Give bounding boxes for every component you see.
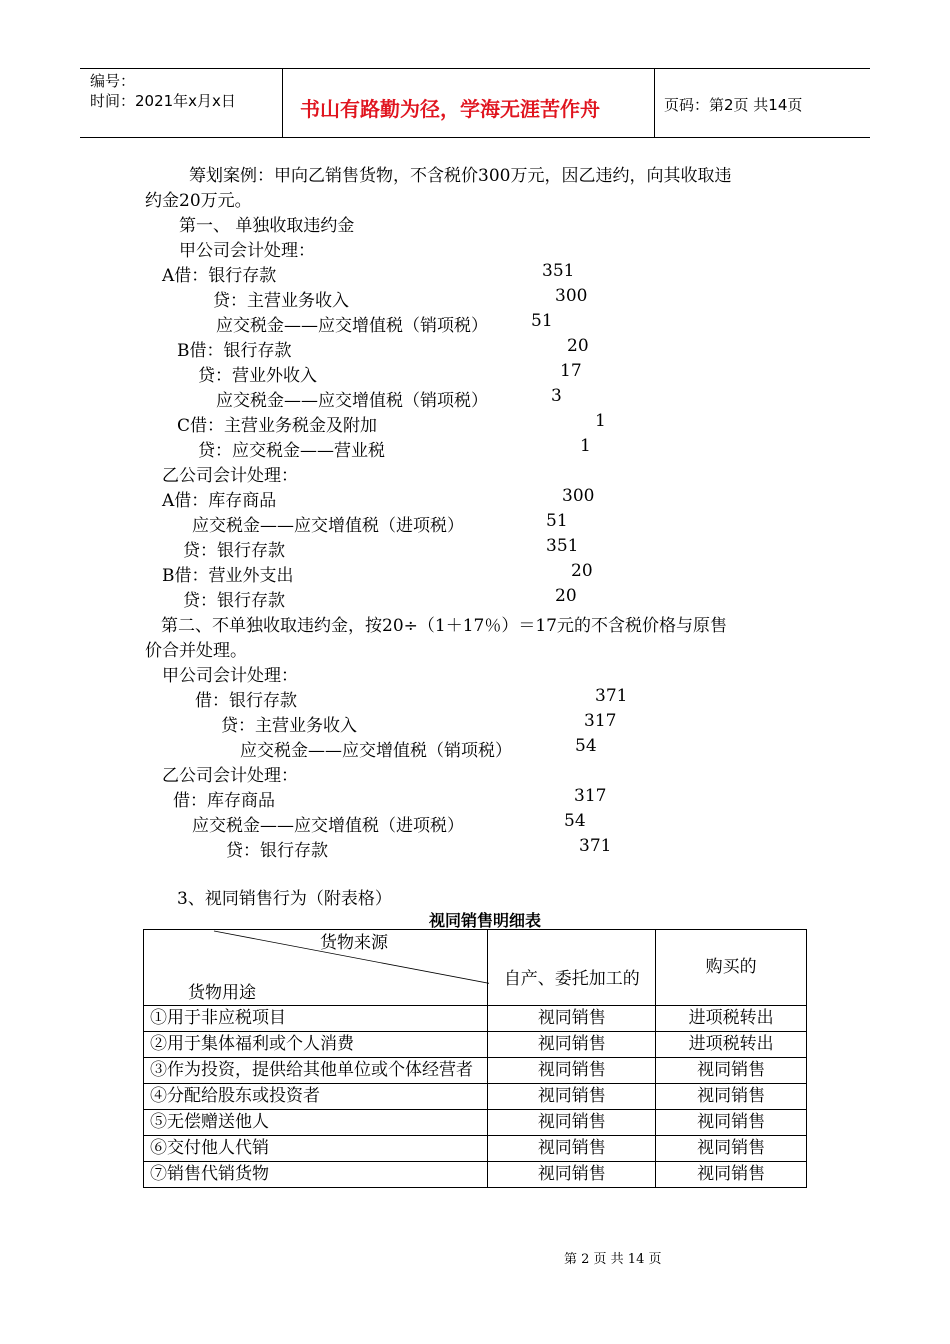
table-row bbox=[144, 1032, 807, 1058]
section1-title: 第一、 单独收取违约金 bbox=[179, 216, 355, 236]
entry-label: A借：银行存款 bbox=[162, 266, 277, 286]
entry-label: 应交税金——应交增值税（销项税） bbox=[240, 741, 512, 761]
entry-amount: 54 bbox=[564, 811, 586, 831]
table-corner-cell bbox=[144, 930, 488, 1006]
row-self: 视同销售 bbox=[488, 1110, 656, 1136]
entry-label: A借：库存商品 bbox=[162, 491, 277, 511]
intro-line-2: 约金20万元。 bbox=[145, 191, 252, 211]
page-footer: 第 2 页 共 14 页 bbox=[564, 1252, 662, 1267]
row-self: 视同销售 bbox=[488, 1006, 656, 1032]
entry-amount: 300 bbox=[555, 286, 588, 306]
section1-jia: 甲公司会计处理： bbox=[179, 241, 315, 261]
intro-line-1: 筹划案例：甲向乙销售货物，不含税价300万元，因乙违约，向其收取违 bbox=[189, 166, 732, 186]
row-bought: 视同销售 bbox=[656, 1110, 807, 1136]
entry-amount: 371 bbox=[579, 836, 612, 856]
header-number: 编号： bbox=[90, 72, 136, 90]
row-use: ③作为投资，提供给其他单位或个体经营者 bbox=[144, 1058, 488, 1084]
entry-label: 贷：银行存款 bbox=[183, 541, 285, 561]
entry-amount: 317 bbox=[574, 786, 607, 806]
entry-label: 贷：应交税金——营业税 bbox=[198, 441, 385, 461]
section2-line-1: 第二、不单独收取违约金，按20÷（1＋17％）＝17元的不含税价格与原售 bbox=[161, 616, 727, 636]
header-divider bbox=[654, 69, 655, 137]
entry-label: 贷：主营业务收入 bbox=[213, 291, 349, 311]
table-row bbox=[144, 1084, 807, 1110]
entry-label: 贷：营业外收入 bbox=[198, 366, 317, 386]
header-divider bbox=[282, 69, 283, 137]
row-bought: 进项税转出 bbox=[656, 1006, 807, 1032]
row-bought: 视同销售 bbox=[656, 1084, 807, 1110]
row-use: ①用于非应税项目 bbox=[144, 1006, 488, 1032]
row-use: ⑥交付他人代销 bbox=[144, 1136, 488, 1162]
entry-label: 借：库存商品 bbox=[173, 791, 275, 811]
section1-yi: 乙公司会计处理： bbox=[162, 466, 298, 486]
entry-label: 借：银行存款 bbox=[195, 691, 297, 711]
row-self: 视同销售 bbox=[488, 1032, 656, 1058]
entry-amount: 51 bbox=[531, 311, 553, 331]
entry-amount: 20 bbox=[555, 586, 577, 606]
entry-amount: 17 bbox=[560, 361, 582, 381]
header-motto: 书山有路勤为径，学海无涯苦作舟 bbox=[300, 97, 600, 121]
entry-amount: 51 bbox=[546, 511, 568, 531]
table-title: 视同销售明细表 bbox=[429, 911, 542, 930]
table-header-self: 自产、委托加工的 bbox=[488, 930, 656, 1006]
table-row bbox=[144, 1136, 807, 1162]
entry-label: 贷：银行存款 bbox=[226, 841, 328, 861]
row-bought: 视同销售 bbox=[656, 1162, 807, 1188]
row-bought: 视同销售 bbox=[656, 1058, 807, 1084]
row-use: ⑦销售代销货物 bbox=[144, 1162, 488, 1188]
table-row bbox=[144, 1162, 807, 1188]
corner-bottom-label: 货物用途 bbox=[188, 983, 256, 1003]
entry-amount: 351 bbox=[542, 261, 575, 281]
entry-label: 应交税金——应交增值税（进项税） bbox=[192, 516, 464, 536]
entry-amount: 300 bbox=[562, 486, 595, 506]
table-header-bought: 购买的 bbox=[656, 930, 807, 1006]
row-use: ②用于集体福利或个人消费 bbox=[144, 1032, 488, 1058]
entry-label: 应交税金——应交增值税（进项税） bbox=[192, 816, 464, 836]
row-bought: 视同销售 bbox=[656, 1136, 807, 1162]
section2-jia: 甲公司会计处理： bbox=[162, 666, 298, 686]
row-use: ④分配给股东或投资者 bbox=[144, 1084, 488, 1110]
corner-top-label: 货物来源 bbox=[320, 933, 388, 953]
header-page: 页码：第2页 共14页 bbox=[664, 96, 803, 114]
entry-label: B借：银行存款 bbox=[177, 341, 292, 361]
section2-line-2: 价合并处理。 bbox=[145, 641, 247, 661]
row-self: 视同销售 bbox=[488, 1084, 656, 1110]
entry-amount: 3 bbox=[551, 386, 562, 406]
entry-label: 应交税金——应交增值税（销项税） bbox=[216, 391, 488, 411]
row-self: 视同销售 bbox=[488, 1136, 656, 1162]
row-use: ⑤无偿赠送他人 bbox=[144, 1110, 488, 1136]
table-row bbox=[144, 1006, 807, 1032]
entry-label: 应交税金——应交增值税（销项税） bbox=[216, 316, 488, 336]
header-time: 时间：2021年x月x日 bbox=[90, 92, 236, 110]
deemed-sales-table bbox=[143, 929, 807, 1188]
entry-amount: 317 bbox=[584, 711, 617, 731]
entry-amount: 54 bbox=[575, 736, 597, 756]
entry-label: 贷：银行存款 bbox=[183, 591, 285, 611]
entry-label: 贷：主营业务收入 bbox=[221, 716, 357, 736]
table-row bbox=[144, 1058, 807, 1084]
row-bought: 进项税转出 bbox=[656, 1032, 807, 1058]
entry-label: C借：主营业务税金及附加 bbox=[177, 416, 378, 436]
section2-yi: 乙公司会计处理： bbox=[162, 766, 298, 786]
entry-amount: 351 bbox=[546, 536, 579, 556]
row-self: 视同销售 bbox=[488, 1162, 656, 1188]
entry-amount: 1 bbox=[580, 436, 591, 456]
row-self: 视同销售 bbox=[488, 1058, 656, 1084]
entry-label: B借：营业外支出 bbox=[162, 566, 294, 586]
entry-amount: 1 bbox=[595, 411, 606, 431]
table-row bbox=[144, 1110, 807, 1136]
entry-amount: 20 bbox=[571, 561, 593, 581]
section3-title: 3、视同销售行为（附表格） bbox=[177, 889, 392, 909]
entry-amount: 20 bbox=[567, 336, 589, 356]
entry-amount: 371 bbox=[595, 686, 628, 706]
